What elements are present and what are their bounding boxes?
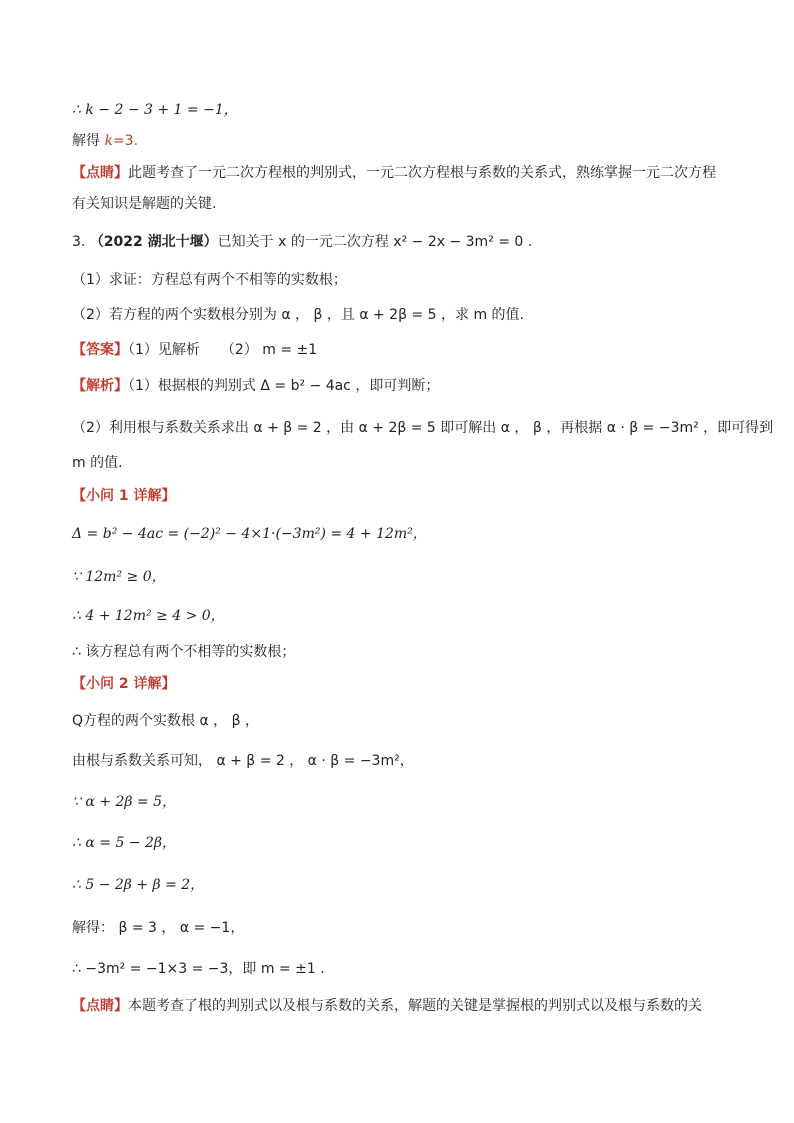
sub2-line-7: ∴ −3m² = −1×3 = −3，即 m = ±1 .	[72, 961, 325, 977]
question-part-1: （1）求证：方程总有两个不相等的实数根；	[72, 272, 347, 288]
sub1-line-4: ∴ 该方程总有两个不相等的实数根；	[72, 644, 296, 660]
sub2-line-6: 解得： β = 3 ， α = −1，	[72, 920, 245, 936]
sub2-line-1: Q方程的两个实数根 α ， β ，	[72, 713, 259, 729]
dianjing-1-tag: 【点睛】	[72, 165, 128, 181]
line-equation: ∴ k − 2 − 3 + 1 = −1，	[72, 102, 238, 118]
answer-text: （1）见解析 （2） m = ±1	[128, 342, 318, 358]
sub2-line-4: ∴ α = 5 − 2β，	[72, 835, 176, 851]
line-solve-k	[72, 131, 138, 151]
sub2-line-3: ∵ α + 2β = 5，	[72, 794, 176, 810]
dianjing-1-cont: 有关知识是解题的关键.	[72, 196, 217, 212]
sub1-line-1: Δ = b² − 4ac = (−2)² − 4×1·(−3m²) = 4 + 12m²，	[72, 526, 427, 542]
dianjing-2	[72, 996, 702, 1016]
question-3	[72, 232, 532, 252]
analysis-tag: 【解析】	[72, 378, 128, 394]
question-text: 已知关于 x 的一元二次方程 x² − 2x − 3m² = 0 .	[217, 234, 533, 250]
question-part-2: （2）若方程的两个实数根分别为 α ， β ，且 α + 2β = 5 ，求 m 的值.	[72, 307, 524, 323]
analysis-text-2: （2）利用根与系数关系求出 α + β = 2 ，由 α + 2β = 5 即可解出 α ， β ，再根据 α · β = −3m² ，即可得到	[72, 420, 774, 436]
k-var: k	[104, 133, 113, 149]
dianjing-1	[72, 163, 716, 183]
solve-label: 解得	[72, 133, 105, 149]
sub-question-1-tag: 【小问 1 详解】	[72, 488, 176, 504]
question-source: （2022 湖北十堰）	[89, 234, 218, 250]
sub1-line-2: ∵ 12m² ≥ 0，	[72, 569, 166, 585]
analysis	[72, 376, 439, 396]
analysis-text-3: m 的值.	[72, 455, 123, 471]
answer	[72, 340, 317, 360]
k-value: =3.	[112, 133, 139, 149]
sub1-line-3: ∴ 4 + 12m² ≥ 4 > 0，	[72, 608, 225, 624]
dianjing-2-text: 本题考查了根的判别式以及根与系数的关系，解题的关键是掌握根的判别式以及根与系数的关	[128, 998, 702, 1014]
sub2-line-2: 由根与系数关系可知， α + β = 2 ， α · β = −3m²，	[72, 753, 414, 769]
sub-question-2-tag: 【小问 2 详解】	[72, 676, 176, 692]
sub2-line-5: ∴ 5 − 2β + β = 2，	[72, 877, 205, 893]
dianjing-1-text: 此题考查了一元二次方程根的判别式，一元二次方程根与系数的关系式，熟练掌握一元二次方程	[128, 165, 716, 181]
dianjing-2-tag: 【点睛】	[72, 998, 128, 1014]
analysis-text-1: （1）根据根的判别式 Δ = b² − 4ac ，即可判断；	[128, 378, 440, 394]
answer-tag: 【答案】	[72, 342, 128, 358]
question-number: 3.	[72, 234, 86, 250]
